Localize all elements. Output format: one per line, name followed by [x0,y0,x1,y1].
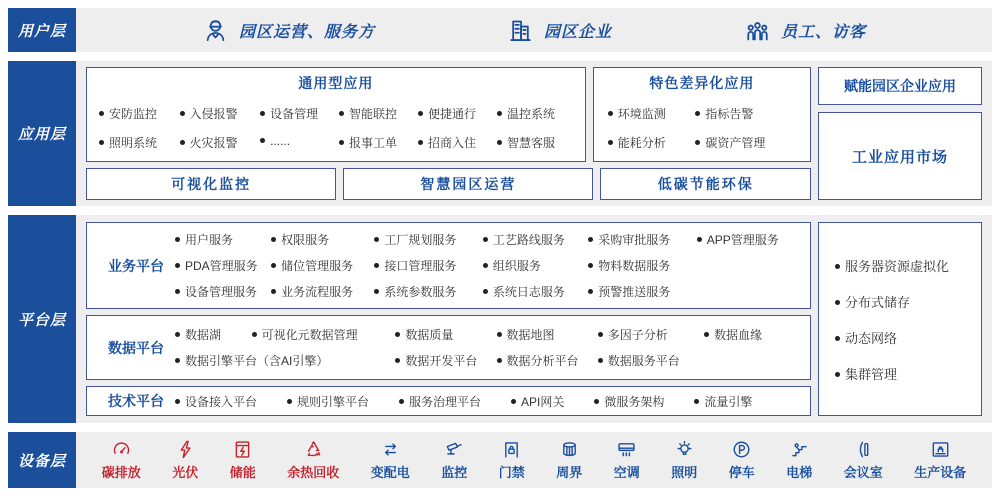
device-item-parking [729,439,755,481]
device-label: 照明 [671,465,698,480]
lightning-icon [175,439,196,460]
platform-item: 工艺路线服务 [483,231,588,248]
device-label: 会议室 [843,465,883,480]
infrastructure-item: 动态网络 [835,328,981,347]
platform-item: 数据引擎平台（含AI引擎） [175,352,395,369]
featured-apps-title: 特色差异化应用 [649,75,755,91]
device-layer-row [8,432,992,488]
featured-apps-box [593,67,811,162]
platform-item: PDA管理服务 [175,257,271,274]
platform-item: 设备接入平台 [175,393,257,410]
battery-storage-icon [232,439,253,460]
platform-item: 组织服务 [483,257,588,274]
platform-layer-content [76,215,992,423]
infrastructure-item: 集群管理 [835,364,981,383]
platform-item: 微服务架构 [594,393,664,410]
platform-item: 物料数据服务 [588,257,696,274]
app-item: 火灾报警 [180,134,261,151]
industrial-app-market-box: 工业应用市场 [818,112,982,200]
user-group-label: 园区企业 [543,23,612,41]
layer-label-platform: 平台层 [8,215,76,423]
infrastructure-item: 服务器资源虚拟化 [835,256,981,275]
tech-platform-box [86,386,811,416]
device-layer-content [76,432,992,488]
platform-item: 预警推送服务 [588,283,696,300]
business-platform-title: 业务平台 [108,257,164,274]
platform-item: 储位管理服务 [271,257,374,274]
app-item: 照明系统 [99,134,180,151]
operator-person-icon [202,17,229,44]
gauge-icon [111,439,132,460]
air-conditioner-icon [616,439,637,460]
platform-item: 多因子分析 [598,326,704,343]
device-item-storage [230,439,256,481]
device-label: 储能 [229,465,256,480]
people-group-icon [744,17,771,44]
app-item: 招商入住 [418,134,497,151]
app-item: 入侵报警 [180,105,261,122]
platform-item: 数据质量 [395,326,496,343]
app-item: 报事工单 [339,134,418,151]
device-label: 变配电 [370,465,410,480]
user-layer-row [8,8,992,52]
perimeter-drum-icon [559,439,580,460]
app-item: 设备管理 [260,105,339,122]
platform-item: 系统日志服务 [483,283,588,300]
empower-enterprise-apps-box: 赋能园区企业应用 [818,67,982,105]
app-item: 能耗分析 [608,134,696,151]
banner-smart-park-operation: 智慧园区运营 [343,168,593,200]
device-label: 监控 [441,465,468,480]
tech-platform-title: 技术平台 [108,393,164,409]
platform-item: 工厂规划服务 [374,231,482,248]
platform-item: 服务治理平台 [399,393,481,410]
user-group-staff-visitors [744,17,866,44]
enterprise-building-icon [507,17,534,44]
meeting-room-icon [853,439,874,460]
platform-item: 可视化元数据管理 [252,326,396,343]
application-layer-content [76,61,992,206]
device-label: 余热回收 [287,465,340,480]
recycle-icon [303,439,324,460]
device-item-elevator [786,439,812,481]
app-item: 温控系统 [497,105,573,122]
device-item-access-control [499,439,525,481]
application-layer-row [8,61,992,206]
infrastructure-box [818,222,982,416]
general-apps-title: 通用型应用 [298,75,374,91]
infrastructure-item: 分布式储存 [835,292,981,311]
layer-label-user: 用户层 [8,8,76,52]
device-item-surveillance [441,439,467,481]
device-item-carbon [102,439,141,481]
production-equipment-icon [930,439,951,460]
app-item: 碳资产管理 [695,134,796,151]
banner-low-carbon: 低碳节能环保 [600,168,811,200]
device-label: 周界 [556,465,583,480]
platform-item: 数据湖 [175,326,252,343]
layer-label-app: 应用层 [8,61,76,206]
device-item-meeting-room [844,439,883,481]
app-item: ...... [260,134,339,151]
platform-item: 数据开发平台 [395,352,496,369]
app-item: 环境监测 [608,105,696,122]
device-item-heat-recovery [287,439,339,481]
platform-item: 系统参数服务 [374,283,482,300]
business-platform-box [86,222,811,309]
banner-visual-monitoring: 可视化监控 [86,168,336,200]
device-label: 光伏 [172,465,199,480]
platform-item: 业务流程服务 [271,283,374,300]
device-label: 门禁 [498,465,525,480]
light-bulb-icon [674,439,695,460]
device-item-hvac [614,439,640,481]
door-lock-icon [501,439,522,460]
device-label: 停车 [728,465,755,480]
platform-item: 数据血缘 [704,326,800,343]
platform-item: API网关 [511,393,564,410]
device-item-perimeter [556,439,582,481]
user-group-operators [202,17,375,44]
device-item-lighting [671,439,697,481]
app-item: 便捷通行 [418,105,497,122]
general-apps-box [86,67,586,162]
escalator-icon [789,439,810,460]
platform-item: 数据地图 [497,326,598,343]
platform-item: 用户服务 [175,231,271,248]
parking-icon [731,439,752,460]
device-label: 生产设备 [914,465,967,480]
platform-item: 流量引擎 [694,393,752,410]
device-item-production-equipment [914,439,966,481]
device-item-pv [172,439,198,481]
device-label: 电梯 [786,465,813,480]
transfer-arrows-icon [380,439,401,460]
platform-item: 数据服务平台 [598,352,704,369]
data-platform-title: 数据平台 [108,339,164,356]
app-item: 智慧客服 [497,134,573,151]
layer-label-device: 设备层 [8,432,76,488]
user-layer-content [76,8,992,52]
device-item-power-distribution [371,439,410,481]
platform-item: APP管理服务 [697,231,800,248]
cctv-camera-icon [444,439,465,460]
platform-item: 数据分析平台 [497,352,598,369]
app-item: 智能联控 [339,105,418,122]
user-group-label: 员工、访客 [780,23,866,41]
platform-item: 采购审批服务 [588,231,696,248]
device-label: 碳排放 [101,465,141,480]
user-group-enterprises [507,17,612,44]
platform-item: 设备管理服务 [175,283,271,300]
platform-item: 权限服务 [271,231,374,248]
platform-item: 规则引擎平台 [287,393,369,410]
app-item: 指标告警 [695,105,796,122]
platform-item: 接口管理服务 [374,257,482,274]
device-label: 空调 [613,465,640,480]
data-platform-box [86,315,811,380]
app-item: 安防监控 [99,105,180,122]
user-group-label: 园区运营、服务方 [238,23,375,41]
platform-layer-row [8,215,992,423]
